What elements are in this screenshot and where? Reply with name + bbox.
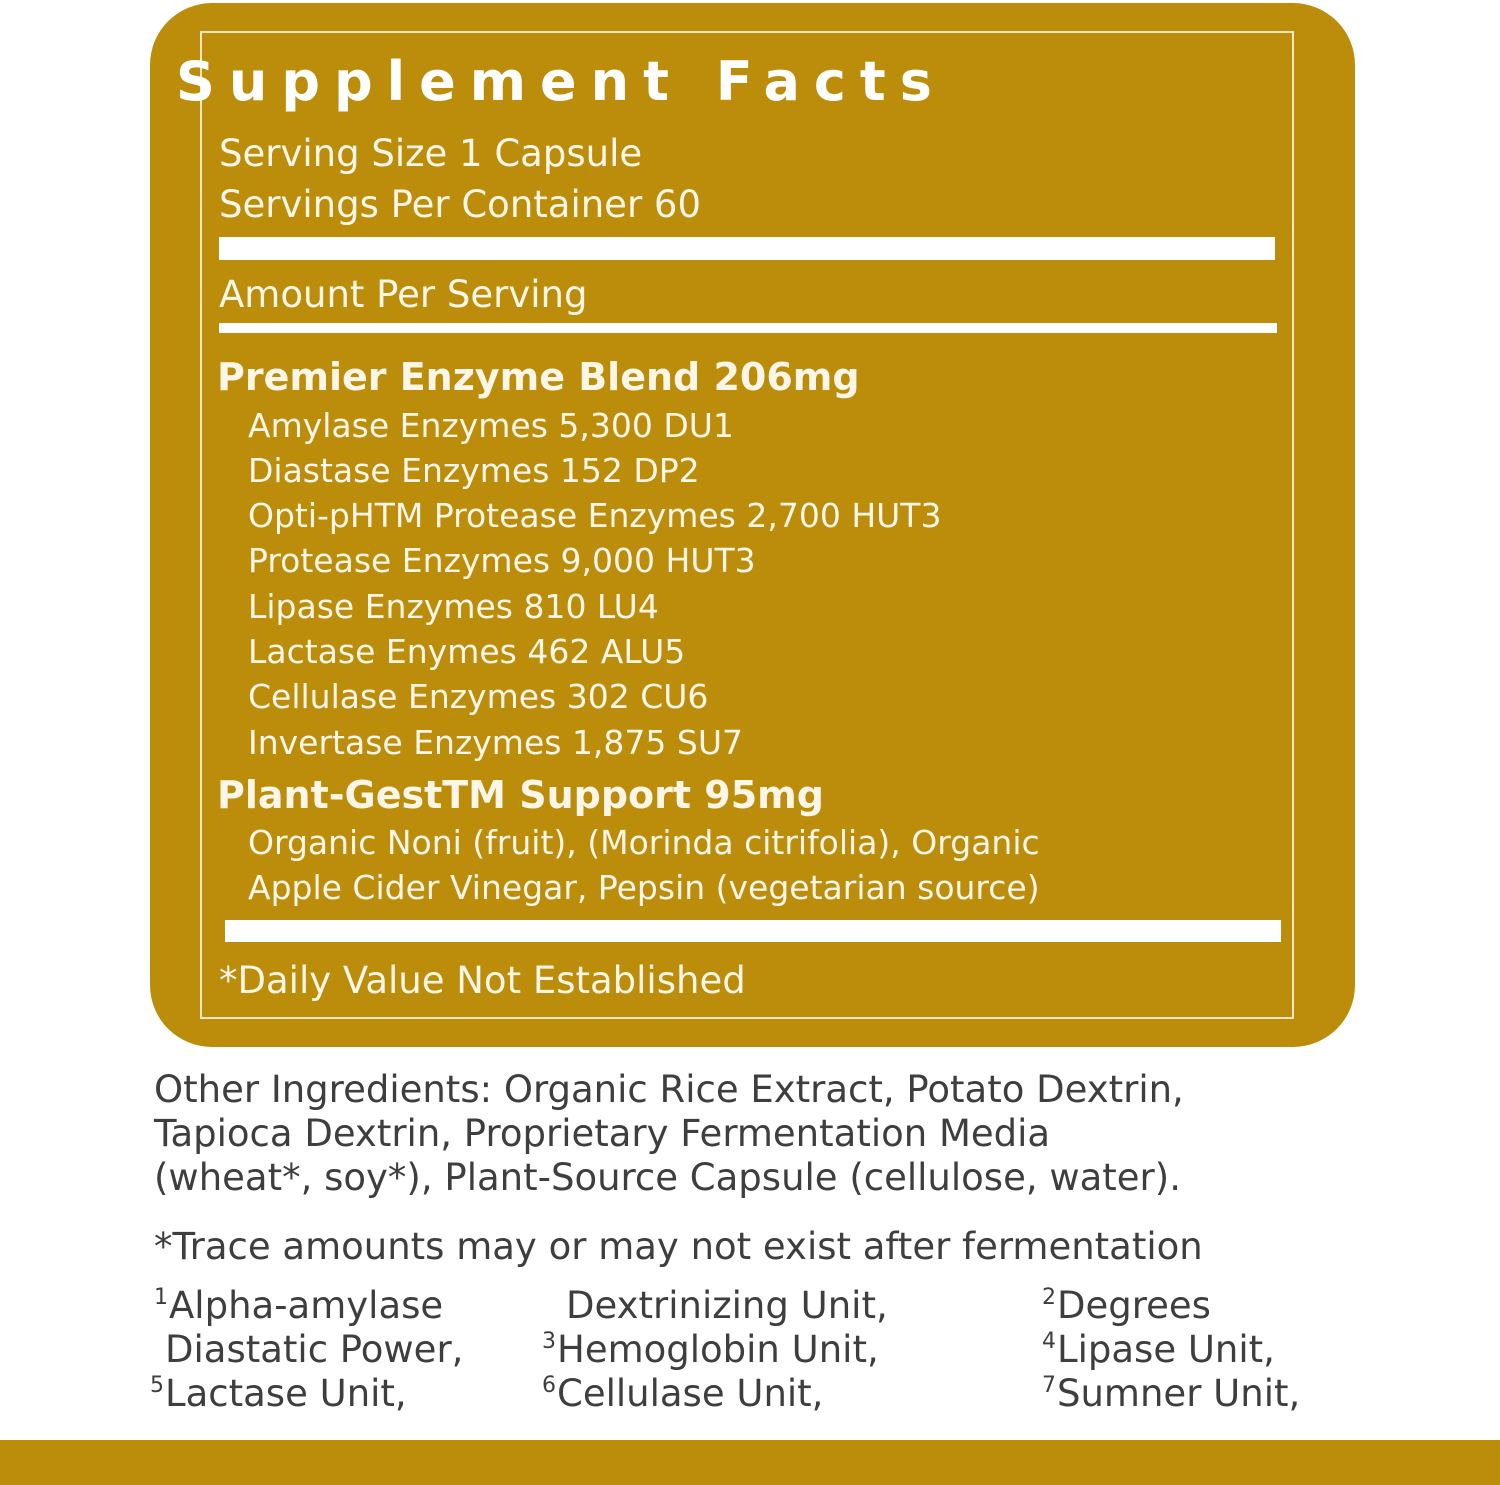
other-ingredients-line-2: Tapioca Dextrin, Proprietary Fermentation Media [154, 1112, 1051, 1155]
other-ingredients-line-3: (wheat*, soy*), Plant-Source Capsule (cellulose, water). [154, 1156, 1181, 1199]
footnote-2-continued [165, 1328, 464, 1371]
footnote-text: Cellulase Unit, [557, 1372, 824, 1415]
footnote-text: Degrees [1057, 1284, 1211, 1327]
daily-value-note: *Daily Value Not Established [219, 959, 746, 1002]
footnote-mark: 2 [1042, 1285, 1056, 1310]
footnote-mark: 7 [1042, 1373, 1056, 1398]
blend-heading-plant-gest: Plant-GestTM Support 95mg [217, 773, 824, 817]
ingredient-apple-cider-vinegar: Apple Cider Vinegar, Pepsin (vegetarian source) [248, 868, 1040, 907]
footnote-4 [1042, 1328, 1275, 1371]
ingredient-cellulase: Cellulase Enzymes 302 CU6 [248, 677, 709, 716]
footnote-7 [1042, 1372, 1301, 1415]
amount-per-serving: Amount Per Serving [219, 273, 588, 316]
ingredient-organic-noni: Organic Noni (fruit), (Morinda citrifolia), Organic [248, 823, 1040, 862]
footnote-text: Lipase Unit, [1057, 1328, 1275, 1371]
footer-band [0, 1440, 1500, 1485]
serving-size: Serving Size 1 Capsule [219, 132, 643, 175]
footnote-text: Alpha-amylase [169, 1284, 444, 1327]
ingredient-diastase: Diastase Enzymes 152 DP2 [248, 451, 700, 490]
ingredient-invertase: Invertase Enzymes 1,875 SU7 [248, 723, 743, 762]
footnote-2 [1042, 1284, 1211, 1327]
servings-per-container: Servings Per Container 60 [219, 183, 701, 226]
thin-rule-amount [219, 323, 1277, 333]
footnote-3 [542, 1328, 879, 1371]
footnote-mark: 3 [542, 1329, 556, 1354]
label-title: Supplement Facts [176, 50, 946, 113]
footnote-text: Hemoglobin Unit, [557, 1328, 879, 1371]
blend-heading-premier-enzyme: Premier Enzyme Blend 206mg [217, 355, 860, 399]
footnote-mark: 4 [1042, 1329, 1056, 1354]
ingredient-protease: Protease Enzymes 9,000 HUT3 [248, 541, 756, 580]
footnote-1 [154, 1284, 444, 1327]
footnote-mark: 6 [542, 1373, 556, 1398]
footnote-6 [542, 1372, 824, 1415]
footnote-text: Lactase Unit, [165, 1372, 407, 1415]
thick-rule-top [219, 237, 1275, 260]
footnote-text: Dextrinizing Unit, [566, 1284, 888, 1327]
footnote-5 [150, 1372, 407, 1415]
footnote-text: Diastatic Power, [165, 1328, 464, 1371]
ingredient-amylase: Amylase Enzymes 5,300 DU1 [248, 406, 734, 445]
thick-rule-bottom [225, 920, 1281, 942]
footnote-1-continued [566, 1284, 888, 1327]
footnote-mark: 1 [154, 1285, 168, 1310]
trace-note: *Trace amounts may or may not exist after fermentation [154, 1225, 1203, 1268]
other-ingredients-line-1: Other Ingredients: Organic Rice Extract, Potato Dextrin, [154, 1068, 1184, 1111]
ingredient-lactase: Lactase Enymes 462 ALU5 [248, 632, 686, 671]
footnote-mark: 5 [150, 1373, 164, 1398]
ingredient-opti-ph-protease: Opti-pHTM Protease Enzymes 2,700 HUT3 [248, 496, 942, 535]
footnote-text: Sumner Unit, [1057, 1372, 1301, 1415]
ingredient-lipase: Lipase Enzymes 810 LU4 [248, 587, 659, 626]
